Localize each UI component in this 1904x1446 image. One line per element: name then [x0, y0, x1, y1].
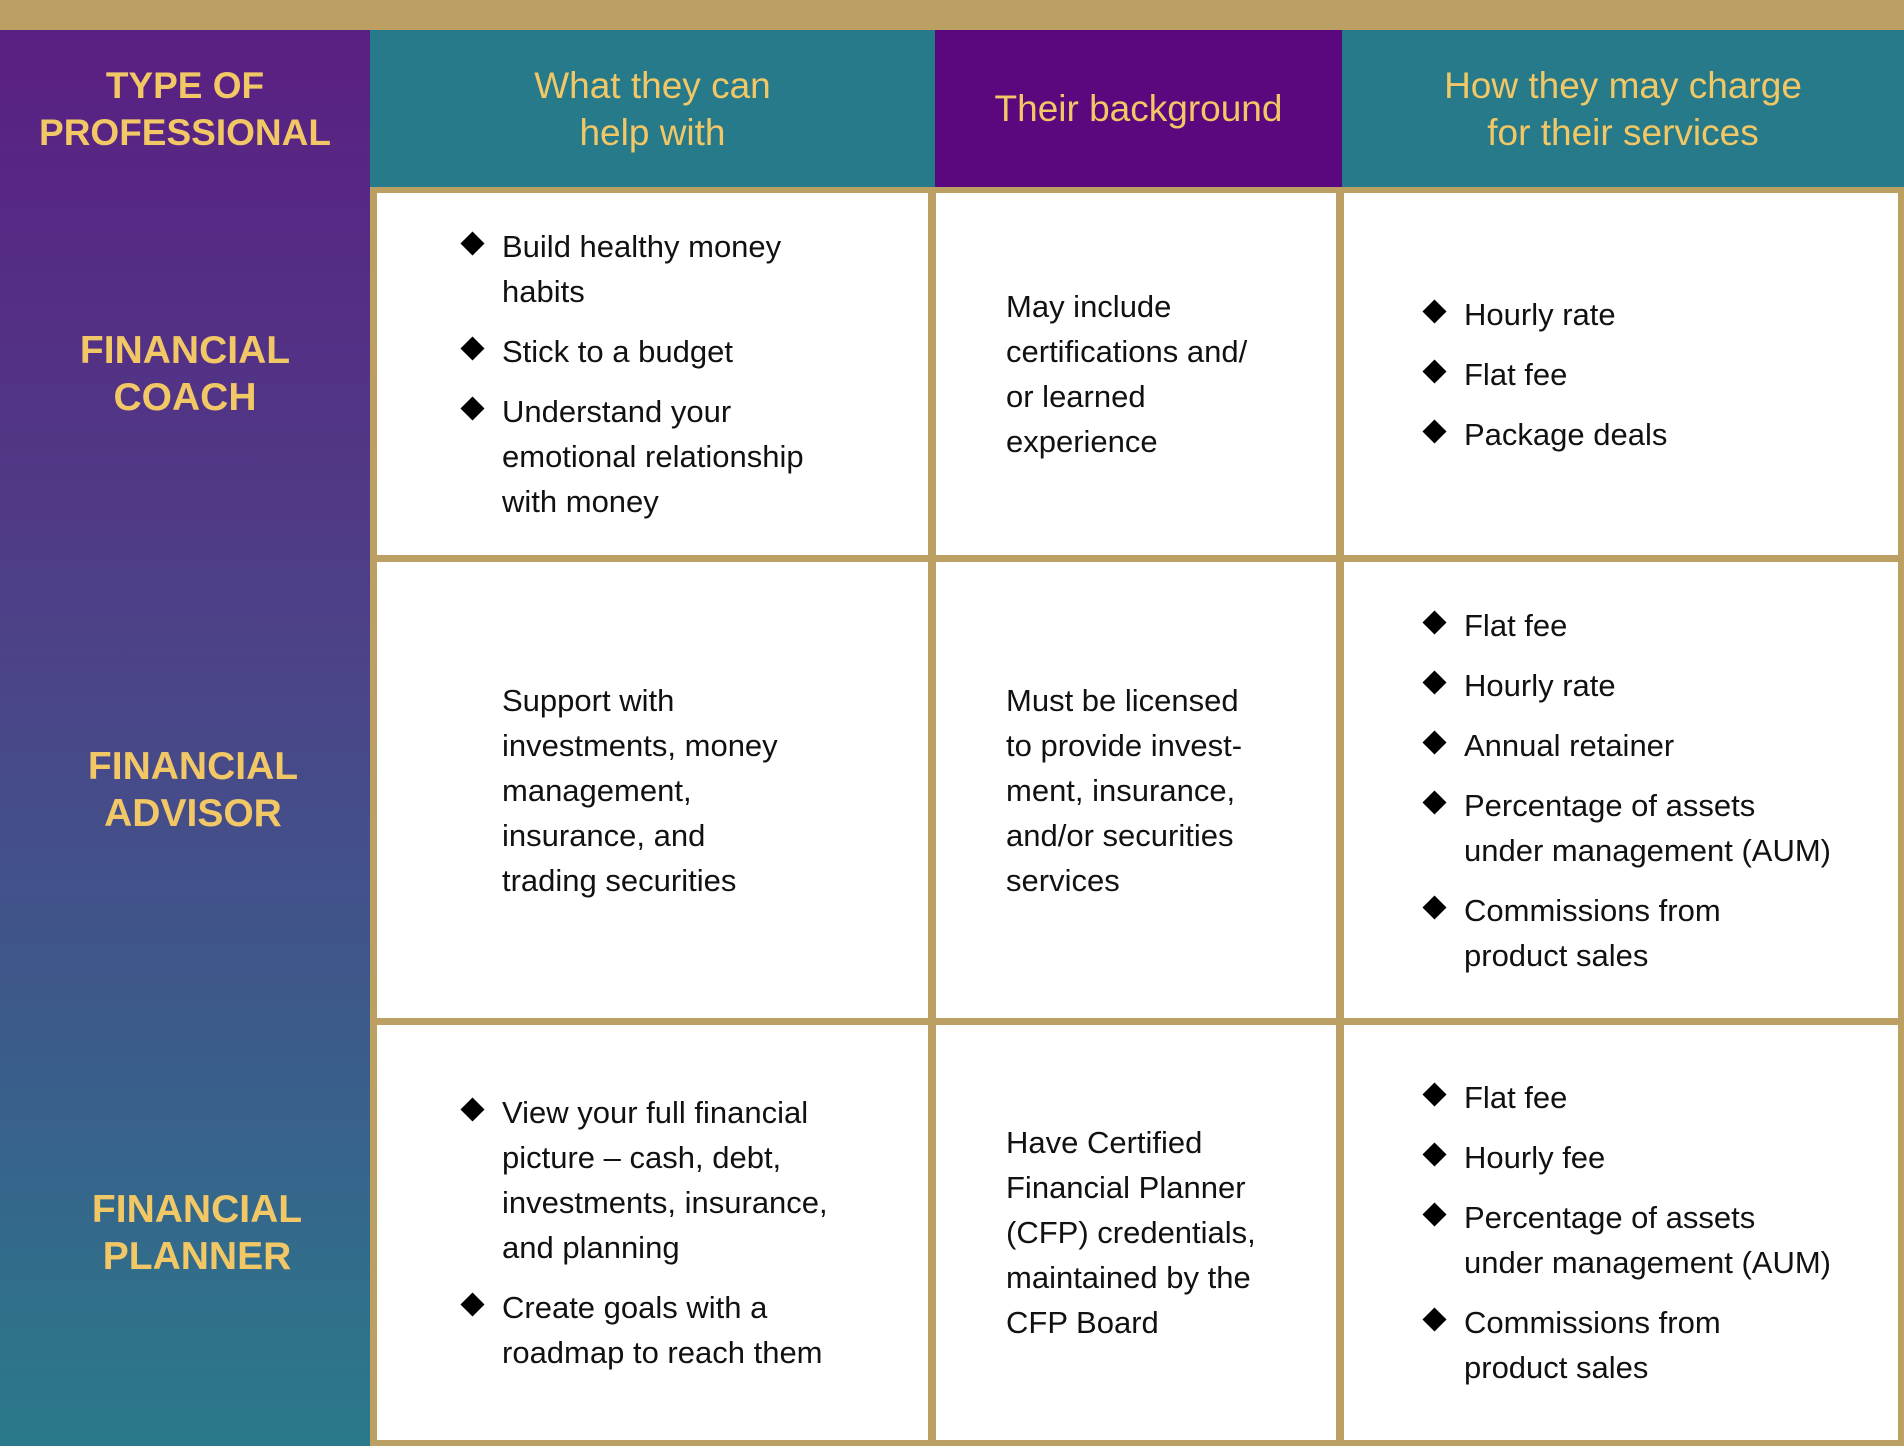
list-item: Commissions from product sales [1464, 1300, 1878, 1390]
coach-background-cell [936, 193, 1336, 555]
header-their-background: Their background [935, 30, 1342, 187]
advisor-background-cell [936, 562, 1336, 1018]
list-item: Flat fee [1464, 603, 1878, 648]
list-item: Hourly rate [1464, 663, 1878, 708]
list-item: Commissions from product sales [1464, 888, 1878, 978]
background-text: Have Certified Financial Planner (CFP) credentials, maintained by the CFP Board [1006, 1125, 1256, 1340]
diamond-bullet-icon [1422, 1202, 1446, 1226]
list-item: Hourly rate [1464, 292, 1878, 337]
header-how-they-charge: How they may charge for their services [1342, 30, 1904, 187]
diamond-bullet-icon [1422, 1307, 1446, 1331]
header-type-of-professional: TYPE OF PROFESSIONAL [39, 64, 331, 153]
diamond-bullet-icon [460, 396, 484, 420]
diamond-bullet-icon [460, 1292, 484, 1316]
list-item: Create goals with a roadmap to reach them [502, 1285, 898, 1375]
help-text: Support with investments, money management, insurance, and trading securities [502, 682, 778, 898]
planner-background-cell [936, 1025, 1336, 1440]
advisor-fee-cell [1344, 562, 1898, 1018]
diamond-bullet-icon [1422, 730, 1446, 754]
diamond-bullet-icon [1422, 419, 1446, 443]
diamond-bullet-icon [460, 231, 484, 255]
list-item: Flat fee [1464, 1075, 1878, 1120]
row-label-financial-coach: FINANCIAL COACH [79, 329, 291, 419]
list-item: Percentage of assets under management (AUM) [1464, 783, 1878, 873]
diamond-bullet-icon [460, 336, 484, 360]
list-item: Package deals [1464, 412, 1878, 457]
row-label-financial-advisor: FINANCIAL ADVISOR [87, 745, 299, 835]
background-text: Must be licensed to provide invest- ment, insurance, and/or securities services [1006, 682, 1243, 898]
background-text: May include certifications and/ or learned experience [1006, 289, 1248, 459]
list-item: Hourly fee [1464, 1135, 1878, 1180]
diamond-bullet-icon [1422, 895, 1446, 919]
diamond-bullet-icon [1422, 299, 1446, 323]
list-item: Understand your emotional relationship with money [502, 389, 898, 524]
advisor-help-cell [377, 562, 928, 1018]
coach-fee-cell [1344, 193, 1898, 555]
table-grid [370, 187, 1904, 1446]
list-item: Build healthy money habits [502, 224, 898, 314]
coach-help-cell [377, 193, 928, 555]
list-item: View your full financial picture – cash, debt, investments, insurance, and planning [502, 1090, 898, 1270]
diamond-bullet-icon [1422, 610, 1446, 634]
list-item: Stick to a budget [502, 329, 898, 374]
diamond-bullet-icon [1422, 790, 1446, 814]
diamond-bullet-icon [1422, 670, 1446, 694]
planner-fee-cell [1344, 1025, 1898, 1440]
list-item: Flat fee [1464, 352, 1878, 397]
list-item: Percentage of assets under management (AUM) [1464, 1195, 1878, 1285]
diamond-bullet-icon [1422, 359, 1446, 383]
diamond-bullet-icon [1422, 1142, 1446, 1166]
planner-help-cell [377, 1025, 928, 1440]
header-what-they-can-help-with: What they can help with [370, 30, 935, 187]
diamond-bullet-icon [460, 1097, 484, 1121]
list-item: Annual retainer [1464, 723, 1878, 768]
row-label-financial-planner: FINANCIAL PLANNER [91, 1187, 303, 1278]
diamond-bullet-icon [1422, 1082, 1446, 1106]
top-border [0, 0, 1904, 30]
